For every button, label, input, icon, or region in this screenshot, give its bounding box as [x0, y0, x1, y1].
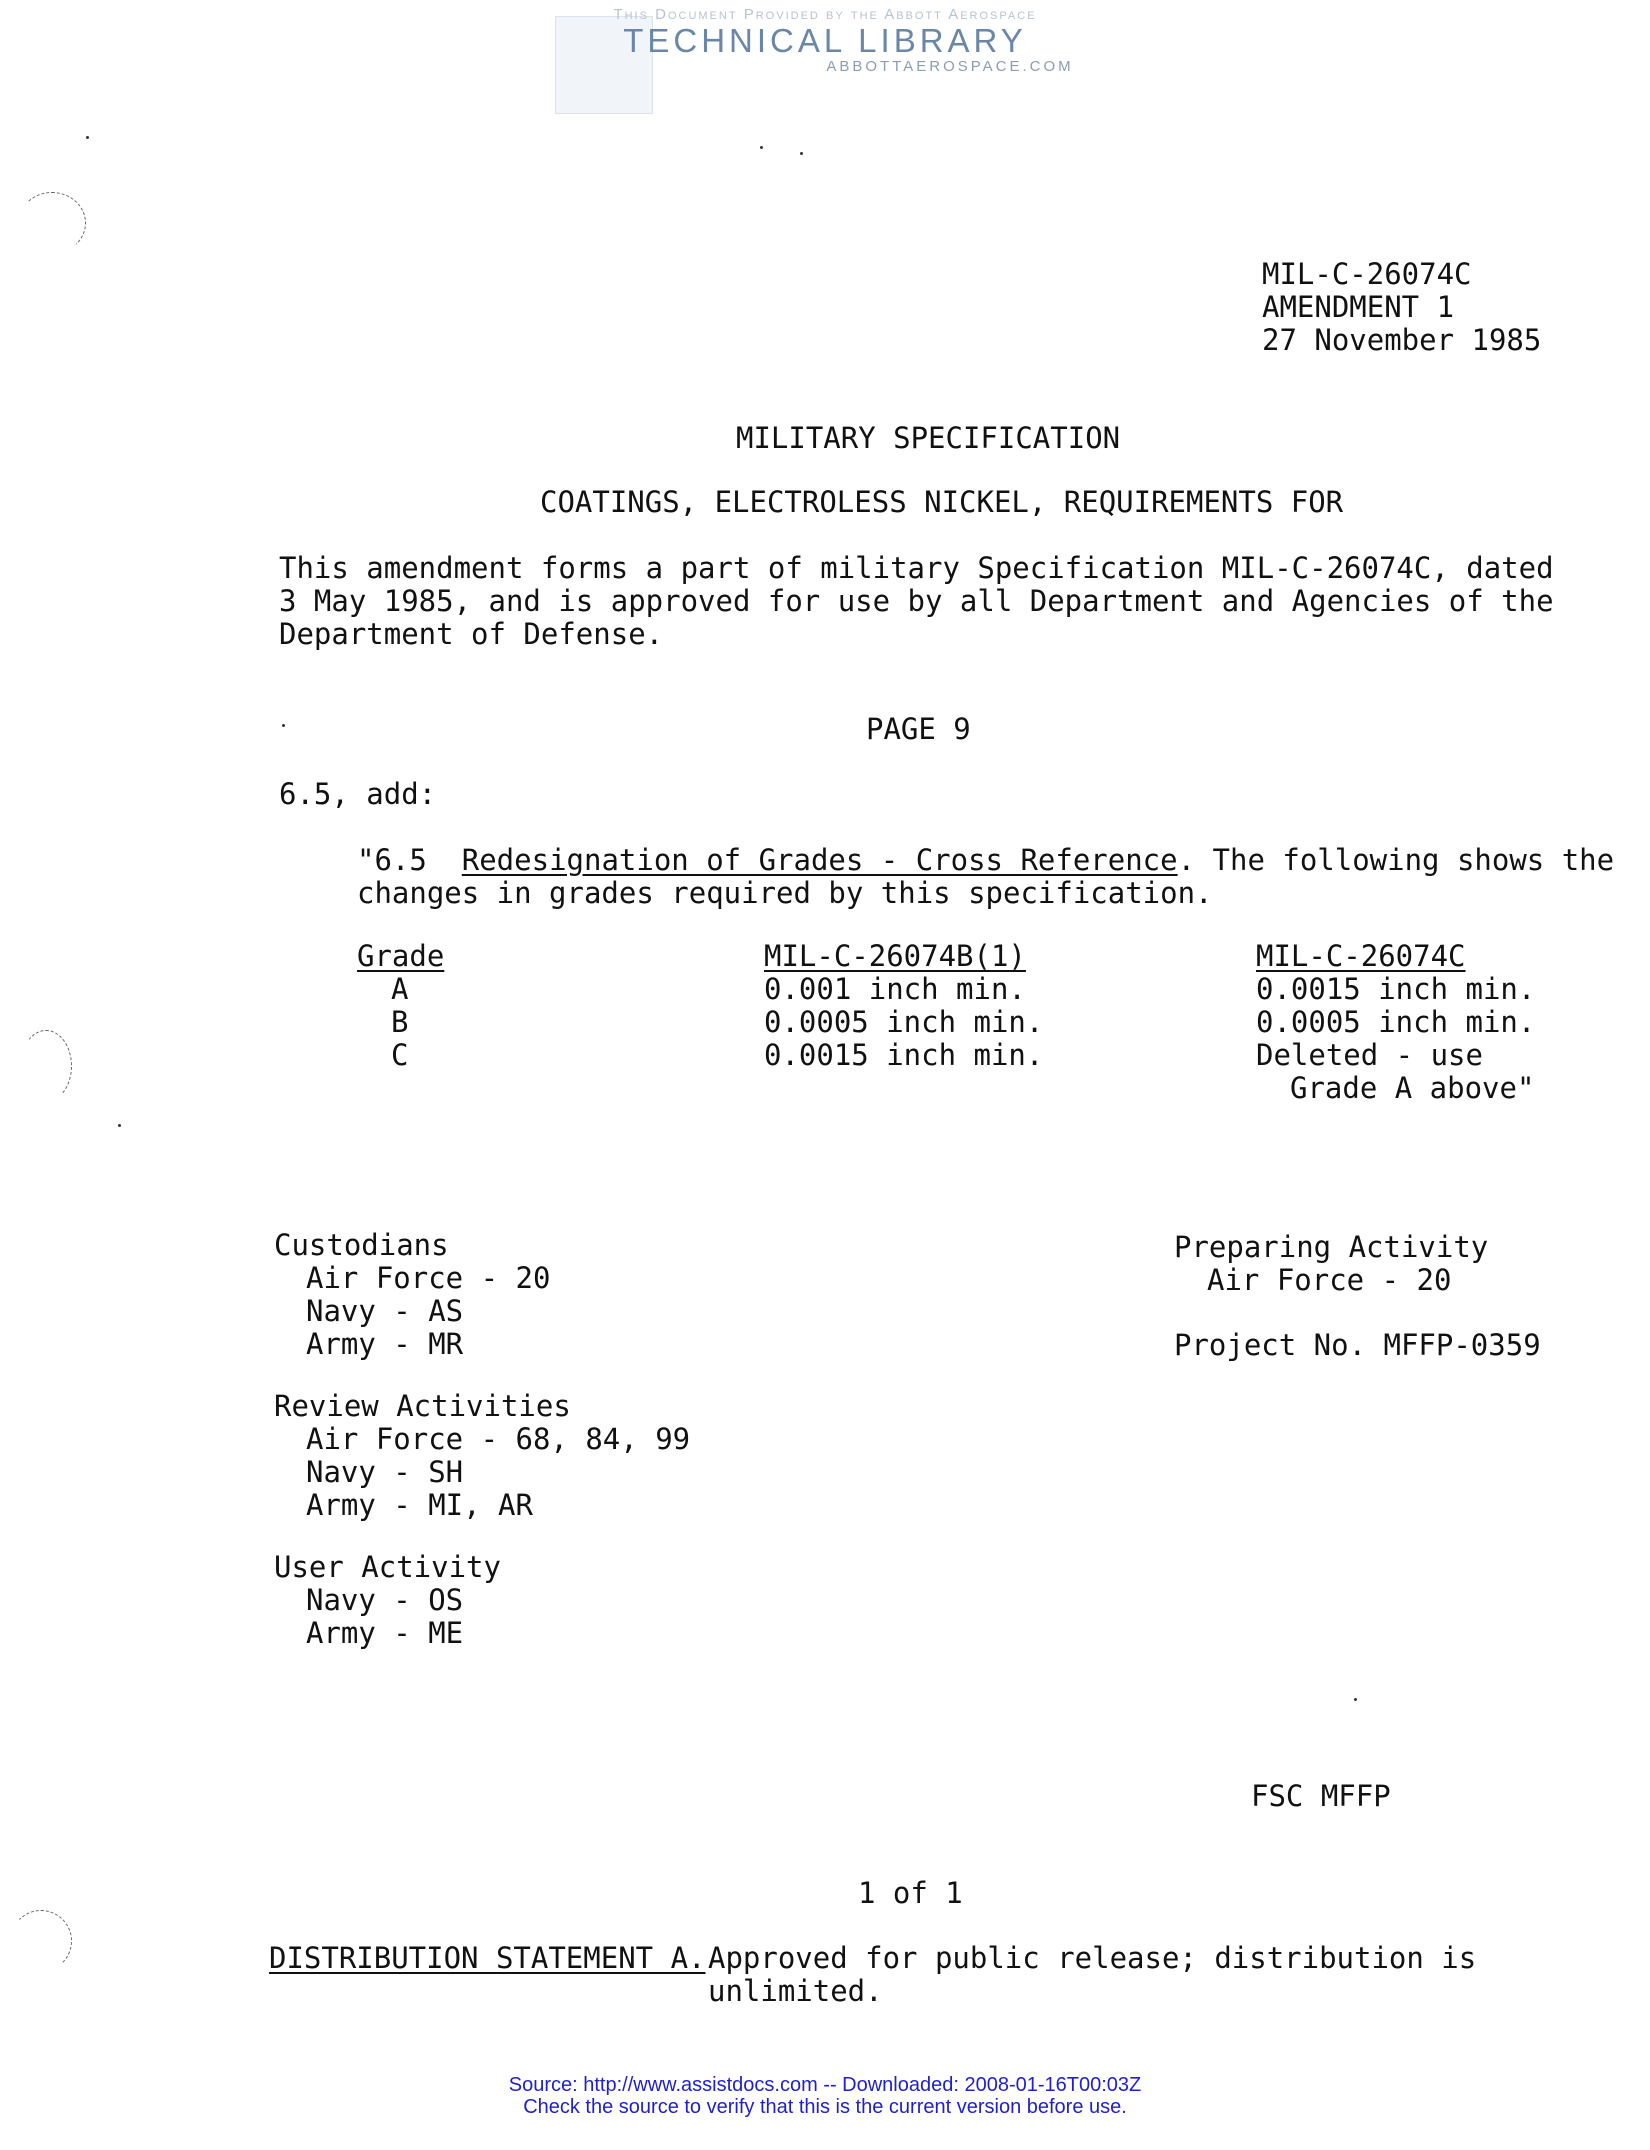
table-cell-grade: A [391, 972, 409, 1006]
source-line-1: Source: http://www.assistdocs.com -- Downloaded: 2008-01-16T00:03Z [508, 2074, 1142, 2096]
table-header-new-spec: MIL-C-26074C [1256, 939, 1466, 973]
table-cell-new-value: Deleted - use [1256, 1038, 1483, 1072]
table-cell-old-value: 0.0015 inch min. [764, 1038, 1044, 1072]
user-activity-item: Army - ME [306, 1616, 464, 1650]
custodian-item: Army - MR [306, 1327, 464, 1361]
watermark-top-line: This Document Provided by the Abbott Aerospace [613, 6, 1037, 23]
user-activity-title: User Activity [274, 1550, 501, 1584]
document-type: MILITARY SPECIFICATION [736, 421, 1121, 455]
preparing-activity-item: Air Force - 20 [1207, 1263, 1452, 1297]
distribution-text-1: Approved for public release; distribution is [708, 1941, 1477, 1975]
intro-line-2: 3 May 1985, and is approved for use by all Department and Agencies of the [279, 584, 1554, 618]
fsc-code: FSC MFFP [1251, 1779, 1391, 1813]
table-cell-grade: B [391, 1005, 409, 1039]
intro-line-1: This amendment forms a part of military Specification MIL-C-26074C, dated [279, 551, 1554, 585]
scan-speck [282, 724, 285, 727]
table-cell-continuation: Grade A above" [1290, 1071, 1535, 1105]
review-activity-item: Army - MI, AR [306, 1488, 533, 1522]
watermark-title: TECHNICAL LIBRARY [623, 22, 1027, 59]
watermark-url: ABBOTTAEROSPACE.COM [826, 58, 1074, 75]
custodian-item: Navy - AS [306, 1294, 464, 1328]
scan-mark [18, 192, 86, 254]
table-cell-old-value: 0.001 inch min. [764, 972, 1026, 1006]
paragraph-6-5-line-2: changes in grades required by this specification. [357, 876, 1213, 910]
table-cell-new-value: 0.0005 inch min. [1256, 1005, 1536, 1039]
user-activity-item: Navy - OS [306, 1583, 464, 1617]
intro-line-3: Department of Defense. [279, 617, 664, 651]
document-title: COATINGS, ELECTROLESS NICKEL, REQUIREMENTS FOR [540, 485, 1344, 519]
paragraph-number: "6.5 [357, 843, 427, 877]
distribution-label: DISTRIBUTION STATEMENT A. [269, 1941, 706, 1975]
table-header-grade: Grade [357, 939, 445, 973]
custodian-item: Air Force - 20 [306, 1261, 551, 1295]
review-activity-item: Navy - SH [306, 1455, 464, 1489]
amendment-date: 27 November 1985 [1262, 323, 1542, 357]
preparing-activity-title: Preparing Activity [1174, 1230, 1489, 1264]
scan-speck [118, 1124, 121, 1127]
scan-speck [1354, 1698, 1357, 1701]
table-header-old-spec: MIL-C-26074B(1) [764, 939, 1026, 973]
scan-mark [10, 1910, 72, 1972]
page-label: PAGE 9 [866, 712, 971, 746]
spec-number: MIL-C-26074C [1262, 257, 1472, 291]
review-activities-title: Review Activities [274, 1389, 571, 1423]
distribution-text-2: unlimited. [708, 1974, 883, 2008]
section-add: 6.5, add: [279, 777, 437, 811]
table-cell-grade: C [391, 1038, 409, 1072]
scan-mark [20, 1030, 72, 1102]
page-count: 1 of 1 [858, 1876, 963, 1910]
scan-speck [86, 136, 89, 139]
table-cell-old-value: 0.0005 inch min. [764, 1005, 1044, 1039]
scan-speck [800, 152, 803, 155]
paragraph-text-1: . The following shows the [1177, 843, 1615, 877]
custodians-title: Custodians [274, 1228, 449, 1262]
project-number: Project No. MFFP-0359 [1174, 1328, 1541, 1362]
paragraph-heading: Redesignation of Grades - Cross Reference [461, 843, 1178, 877]
paragraph-6-5-line-1 [357, 844, 1614, 877]
source-line-2: Check the source to verify that this is the current version before use. [523, 2096, 1127, 2118]
table-cell-new-value: 0.0015 inch min. [1256, 972, 1536, 1006]
amendment-number: AMENDMENT 1 [1262, 290, 1455, 324]
review-activity-item: Air Force - 68, 84, 99 [306, 1422, 691, 1456]
scan-speck [760, 146, 763, 149]
